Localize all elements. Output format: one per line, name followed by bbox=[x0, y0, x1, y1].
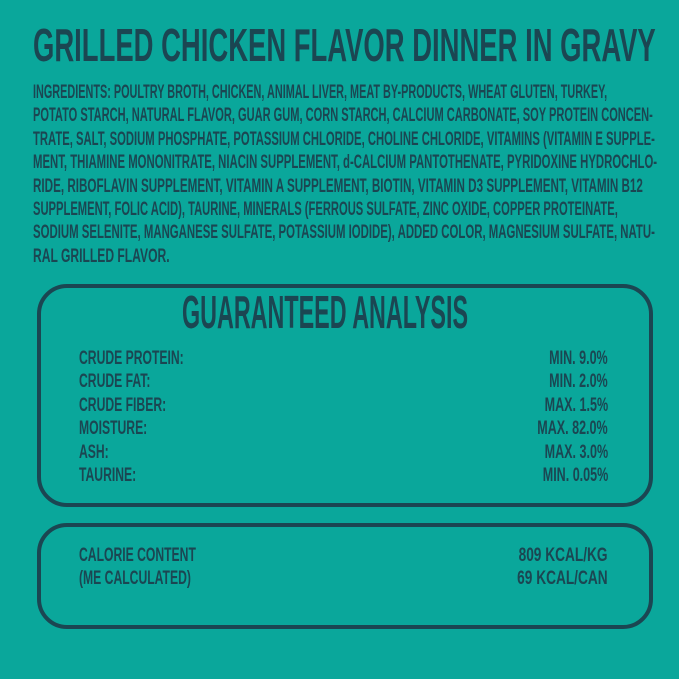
analysis-row bbox=[79, 464, 608, 487]
ingredients-paragraph bbox=[33, 81, 679, 268]
calorie-label-line1: CALORIE CONTENT bbox=[79, 545, 196, 566]
analysis-label: CRUDE FIBER: bbox=[79, 394, 167, 416]
analysis-row bbox=[79, 417, 608, 440]
guaranteed-analysis-panel bbox=[37, 284, 653, 507]
analysis-value: MAX. 82.0% bbox=[537, 418, 608, 440]
analysis-value: MIN. 9.0% bbox=[549, 348, 608, 369]
analysis-value: MAX. 1.5% bbox=[544, 394, 608, 416]
calorie-value-kg: 809 KCAL/KG bbox=[519, 545, 608, 566]
analysis-row bbox=[79, 441, 608, 464]
ingredients-line: RIDE, RIBOFLAVIN SUPPLEMENT, VITAMIN A SUPPLEMENT, BIOTIN, VITAMIN D3 SUPPLEMENT, VITAMIN B12 bbox=[33, 174, 643, 197]
analysis-label: ASH: bbox=[79, 441, 109, 463]
calorie-value-can: 69 KCAL/CAN bbox=[517, 567, 608, 589]
calorie-content-block bbox=[79, 545, 608, 590]
product-title-text: GRILLED CHICKEN FLAVOR DINNER IN GRAVY bbox=[33, 19, 656, 71]
analysis-label: MOISTURE: bbox=[79, 418, 148, 440]
analysis-value: MIN. 0.05% bbox=[542, 464, 608, 486]
guaranteed-analysis-table bbox=[79, 347, 608, 487]
analysis-value: MIN. 2.0% bbox=[549, 371, 608, 393]
analysis-row bbox=[79, 347, 608, 370]
analysis-row bbox=[79, 394, 608, 417]
analysis-label: CRUDE FAT: bbox=[79, 371, 151, 393]
calorie-content-panel bbox=[37, 523, 653, 629]
calorie-label-line2: (ME CALCULATED) bbox=[79, 567, 191, 589]
analysis-row bbox=[79, 370, 608, 393]
ingredients-line: RAL GRILLED FLAVOR. bbox=[33, 244, 170, 267]
ingredients-line: MENT, THIAMINE MONONITRATE, NIACIN SUPPLEMENT, d-CALCIUM PANTOTHENATE, PYRIDOXINE HYDROCHLO- bbox=[33, 151, 658, 174]
ingredients-line: SUPPLEMENT, FOLIC ACID), TAURINE, MINERALS (FERROUS SULFATE, ZINC OXIDE, COPPER PROTEINATE, bbox=[33, 197, 618, 220]
analysis-label: CRUDE PROTEIN: bbox=[79, 348, 184, 369]
ingredients-line: POTATO STARCH, NATURAL FLAVOR, GUAR GUM, CORN STARCH, CALCIUM CARBONATE, SOY PROTEIN CONCEN- bbox=[33, 104, 653, 127]
guaranteed-analysis-heading-text: GUARANTEED ANALYSIS bbox=[182, 286, 468, 338]
ingredients-line: SODIUM SELENITE, MANGANESE SULFATE, POTASSIUM IODIDE), ADDED COLOR, MAGNESIUM SULFATE, NATU- bbox=[33, 221, 655, 244]
analysis-label: TAURINE: bbox=[79, 464, 137, 486]
ingredients-line: INGREDIENTS: POULTRY BROTH, CHICKEN, ANIMAL LIVER, MEAT BY-PRODUCTS, WHEAT GLUTEN, TURKEY, bbox=[33, 81, 608, 103]
product-title bbox=[33, 19, 679, 71]
ingredients-line: TRATE, SALT, SODIUM PHOSPHATE, POTASSIUM CHLORIDE, CHOLINE CHLORIDE, VITAMINS (VITAMIN E SUPPLE- bbox=[33, 127, 655, 150]
calorie-label-column bbox=[79, 545, 262, 590]
analysis-value: MAX. 3.0% bbox=[544, 441, 608, 463]
guaranteed-analysis-heading bbox=[182, 286, 679, 338]
calorie-value-column bbox=[482, 545, 608, 590]
